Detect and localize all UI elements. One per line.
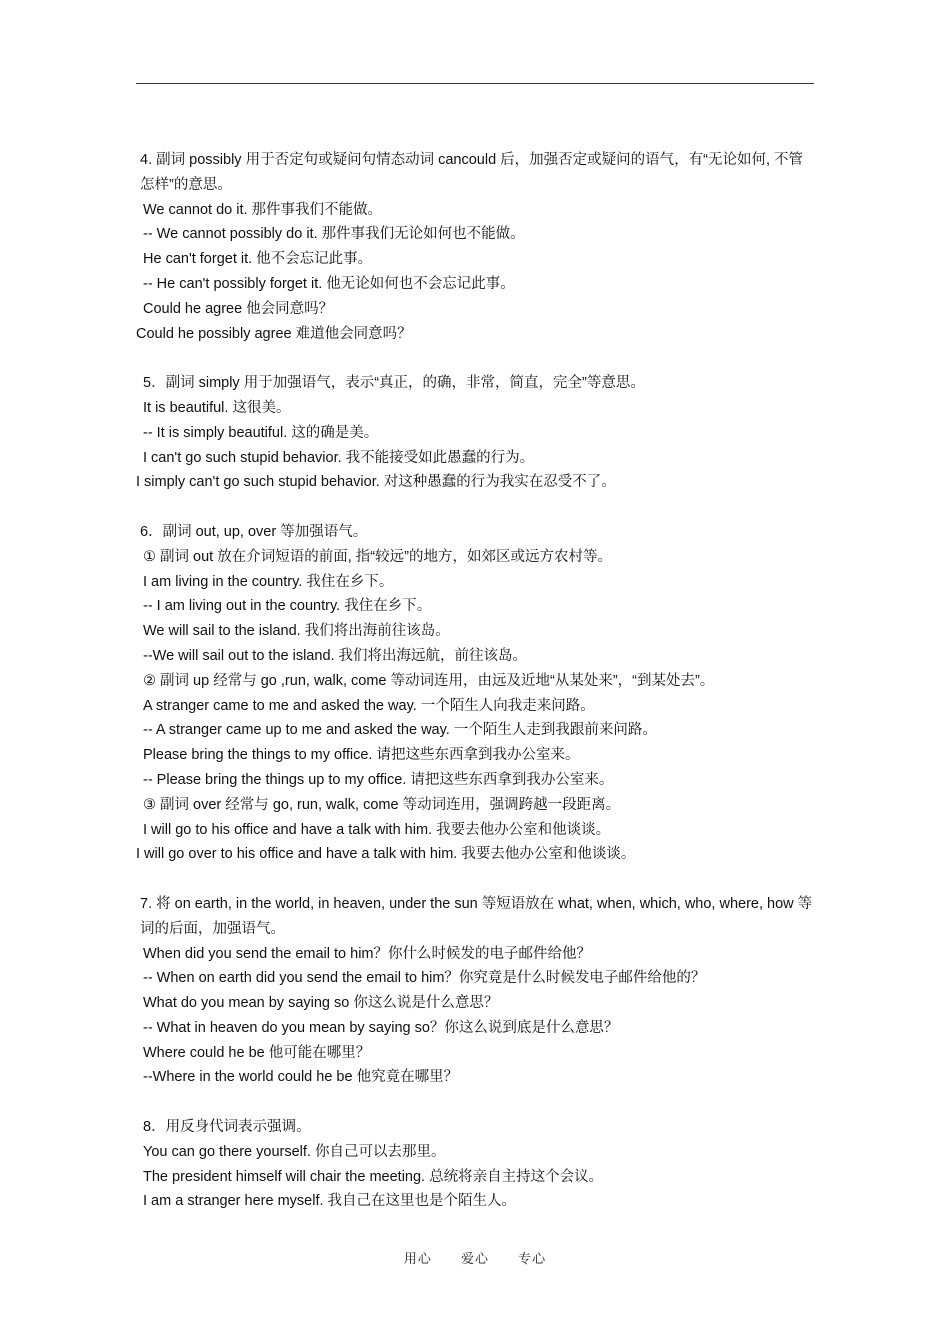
example-line: It is beautiful. 这很美。 [143, 399, 291, 416]
example-line: --We will sail out to the island. 我们将出海远航，前往该岛。 [143, 647, 528, 664]
example-line: -- We cannot possibly do it. 那件事我们无论如何也不能做。 [143, 226, 525, 243]
example-line: -- I am living out in the country. 我住在乡下。 [143, 598, 432, 615]
example-line: I simply can't go such stupid behavior. 对这种愚蠢的行为我实在忍受不了。 [136, 474, 616, 491]
section-5-heading: 5．副词 simply 用于加强语气，表示“真正，的确，非常，简直，完全”等意思。 [143, 375, 645, 392]
page-footer [0, 1248, 950, 1267]
section-8-heading: 8．用反身代词表示强调。 [143, 1119, 311, 1136]
sub-point-line: ② 副词 up 经常与 go ,run, walk, come 等动词连用，由远及近地“从某处来”，“到某处去”。 [143, 672, 715, 689]
example-line: I will go to his office and have a talk with him. 我要去他办公室和他谈谈。 [143, 821, 611, 838]
example-line: A stranger came to me and asked the way. 一个陌生人向我走来问路。 [143, 697, 595, 714]
spacer [136, 867, 816, 892]
example-line: Could he agree 他会同意吗？ [143, 300, 334, 317]
example-line: I will go over to his office and have a talk with him. 我要去他办公室和他谈谈。 [136, 846, 636, 863]
example-line: -- It is simply beautiful. 这的确是美。 [143, 424, 379, 441]
example-line: You can go there yourself. 你自己可以去那里。 [143, 1143, 446, 1160]
section-7-heading: 7. 将 on earth, in the world, in heaven, under the sun 等短语放在 what, when, which, who, where, how 等词的后面，加强语气。 [140, 895, 813, 937]
example-line: He can't forget it. 他不会忘记此事。 [143, 251, 373, 268]
example-line: Where could he be 他可能在哪里？ [143, 1044, 371, 1061]
example-line: I am a stranger here myself. 我自己在这里也是个陌生人。 [143, 1193, 517, 1210]
example-line: --Where in the world could he be 他究竟在哪里？ [143, 1069, 459, 1086]
example-line: Could he possibly agree 难道他会同意吗？ [136, 325, 412, 342]
example-line: I can't go such stupid behavior. 我不能接受如此愚蠢的行为。 [143, 449, 535, 466]
example-line: I am living in the country. 我住在乡下。 [143, 573, 394, 590]
footer-motto-3: 专心 [518, 1252, 547, 1267]
example-line: We will sail to the island. 我们将出海前往该岛。 [143, 623, 450, 640]
example-line: When did you send the email to him？你什么时候发的电子邮件给他？ [143, 945, 592, 962]
footer-motto-2: 爱心 [460, 1252, 489, 1267]
spacer [136, 495, 816, 520]
sub-point-line: ① 副词 out 放在介词短语的前面, 指“较远”的地方，如郊区或远方农村等。 [143, 548, 612, 565]
header-rule [136, 83, 814, 84]
section-6-heading: 6．副词 out, up, over 等加强语气。 [140, 523, 368, 540]
document-body [136, 148, 816, 1214]
spacer [136, 1090, 816, 1115]
example-line: Please bring the things to my office. 请把这些东西拿到我办公室来。 [143, 747, 580, 764]
example-line: -- He can't possibly forget it. 他无论如何也不会忘记此事。 [143, 275, 515, 292]
footer-motto-1: 用心 [403, 1252, 432, 1267]
spacer [136, 346, 816, 371]
example-line: The president himself will chair the meeting. 总统将亲自主持这个会议。 [143, 1168, 604, 1185]
example-line: What do you mean by saying so 你这么说是什么意思？ [143, 995, 499, 1012]
example-line: -- When on earth did you send the email to him？你究竟是什么时候发电子邮件给他的？ [143, 970, 706, 987]
sub-point-line: ③ 副词 over 经常与 go, run, walk, come 等动词连用，强调跨越一段距离。 [143, 796, 621, 813]
example-line: -- A stranger came up to me and asked the way. 一个陌生人走到我跟前来问路。 [143, 722, 657, 739]
example-line: We cannot do it. 那件事我们不能做。 [143, 201, 383, 218]
example-line: -- What in heaven do you mean by saying so？你这么说到底是什么意思？ [143, 1019, 619, 1036]
example-line: -- Please bring the things up to my office. 请把这些东西拿到我办公室来。 [143, 771, 614, 788]
section-4-heading: 4. 副词 possibly 用于否定句或疑问句情态动词 cancould 后，加强否定或疑问的语气，有“无论如何, 不管怎样”的意思。 [140, 152, 804, 193]
